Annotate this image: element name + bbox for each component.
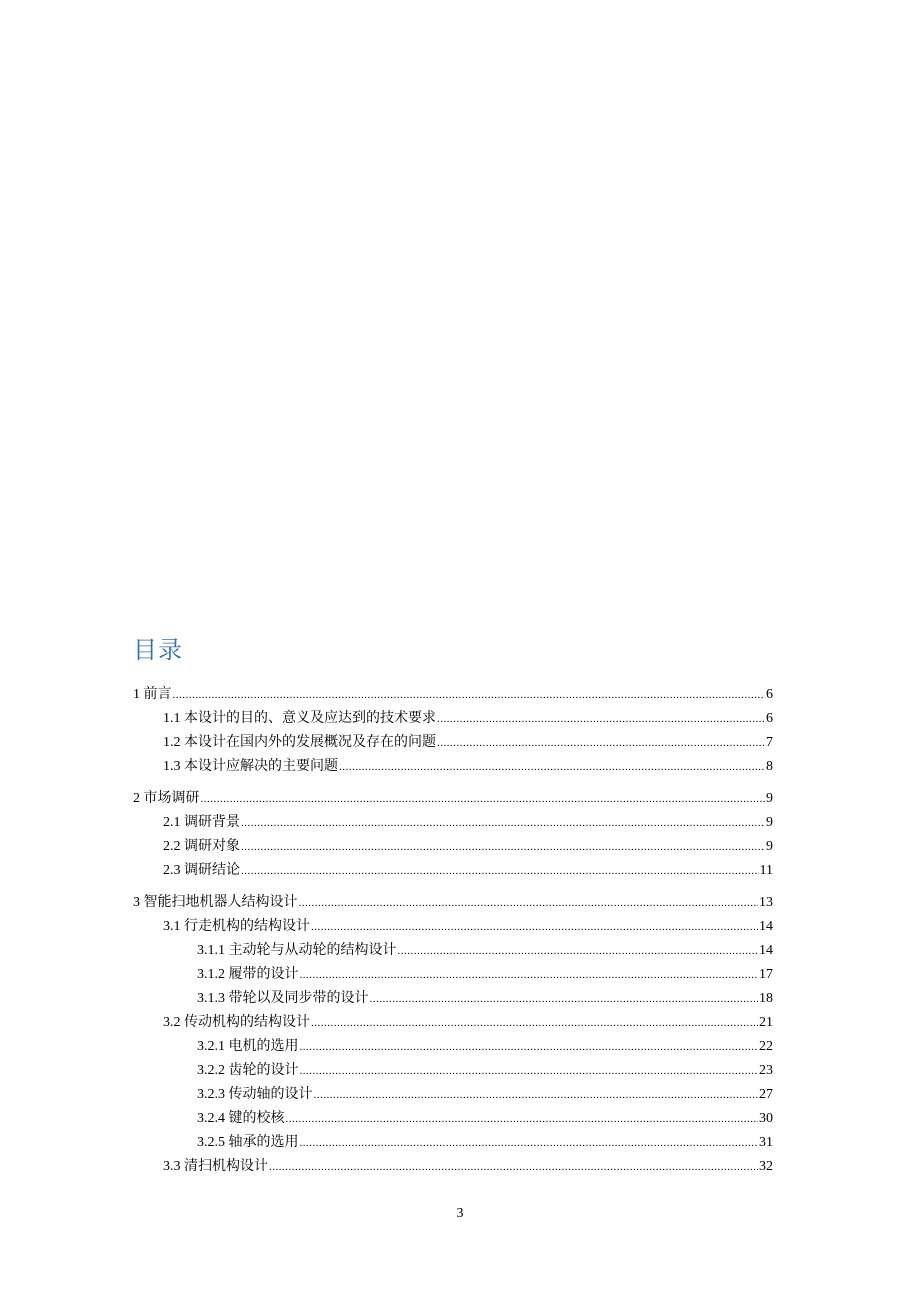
toc-entry-page: 21 (759, 1015, 773, 1030)
leader-dots (300, 1131, 759, 1155)
leader-dots (311, 915, 758, 939)
toc-entry-page: 27 (759, 1087, 773, 1102)
toc-entry-label: 3.1.3 带轮以及同步带的设计 (197, 991, 369, 1006)
toc-entry-label: 2.2 调研对象 (163, 839, 240, 854)
toc-entry-page: 6 (766, 687, 773, 702)
toc-entry-label: 2 市场调研 (133, 791, 200, 806)
leader-dots (269, 1155, 758, 1179)
leader-dots (241, 811, 765, 835)
toc-entry-3-1[interactable] (133, 915, 773, 939)
toc-entry-label: 2.1 调研背景 (163, 815, 240, 830)
toc-entry-3-2-5[interactable] (133, 1131, 773, 1155)
page-number: 3 (456, 1206, 464, 1221)
toc-entry-label: 3.3 清扫机构设计 (163, 1159, 268, 1174)
toc-entry-label: 1.2 本设计在国内外的发展概况及存在的问题 (163, 735, 436, 750)
leader-dots (314, 1083, 759, 1107)
toc-entry-label: 3.2.2 齿轮的设计 (197, 1063, 299, 1078)
leader-dots (241, 859, 759, 883)
toc-entry-label: 3.2.3 传动轴的设计 (197, 1087, 313, 1102)
toc-entry-page: 13 (759, 895, 773, 910)
leader-dots (299, 891, 759, 915)
toc-entry-page: 8 (766, 759, 773, 774)
toc-entry-page: 14 (759, 919, 773, 934)
leader-dots (311, 1011, 758, 1035)
toc-entry-label: 3.1.1 主动轮与从动轮的结构设计 (197, 943, 397, 958)
leader-dots (398, 939, 759, 963)
toc-entry-label: 3.2.5 轴承的选用 (197, 1135, 299, 1150)
toc-entry-label: 3 智能扫地机器人结构设计 (133, 895, 298, 910)
toc-entry-2-3[interactable] (133, 859, 773, 883)
toc-entry-3-1-2[interactable] (133, 963, 773, 987)
toc-entry-2-2[interactable] (133, 835, 773, 859)
toc-entry-3[interactable] (133, 891, 773, 915)
toc-entry-page: 32 (759, 1159, 773, 1174)
toc-entry-2[interactable] (133, 787, 773, 811)
toc-entry-label: 3.2 传动机构的结构设计 (163, 1015, 310, 1030)
toc-entry-1-1[interactable] (133, 707, 773, 731)
toc-entry-page: 9 (766, 839, 773, 854)
leader-dots (300, 963, 759, 987)
toc-entry-3-1-3[interactable] (133, 987, 773, 1011)
toc-entry-1-3[interactable] (133, 755, 773, 779)
toc-entry-label: 2.3 调研结论 (163, 863, 240, 878)
toc-entry-1[interactable] (133, 683, 773, 707)
leader-dots (300, 1035, 759, 1059)
toc-entry-label: 3.2.1 电机的选用 (197, 1039, 299, 1054)
toc-entry-page: 11 (759, 863, 773, 878)
toc-entry-page: 30 (759, 1111, 773, 1126)
toc-entry-3-2-1[interactable] (133, 1035, 773, 1059)
leader-dots (370, 987, 759, 1011)
toc-entry-page: 17 (759, 967, 773, 982)
leader-dots (300, 1059, 759, 1083)
toc-entry-label: 1.1 本设计的目的、意义及应达到的技术要求 (163, 711, 436, 726)
toc-entry-page: 31 (759, 1135, 773, 1150)
toc-entry-page: 23 (759, 1063, 773, 1078)
toc-entry-page: 6 (766, 711, 773, 726)
leader-dots (241, 835, 765, 859)
toc-entry-label: 3.1 行走机构的结构设计 (163, 919, 310, 934)
leader-dots (201, 787, 766, 811)
toc-entry-3-1-1[interactable] (133, 939, 773, 963)
leader-dots (286, 1107, 759, 1131)
leader-dots (437, 731, 765, 755)
toc-entry-label: 1.3 本设计应解决的主要问题 (163, 759, 338, 774)
leader-dots (339, 755, 765, 779)
toc-entry-page: 9 (766, 791, 773, 806)
toc-entry-3-3[interactable] (133, 1155, 773, 1179)
toc-entry-3-2[interactable] (133, 1011, 773, 1035)
toc-entry-page: 22 (759, 1039, 773, 1054)
toc-entry-label: 3.1.2 履带的设计 (197, 967, 299, 982)
table-of-contents (133, 683, 773, 1179)
toc-entry-page: 7 (766, 735, 773, 750)
toc-entry-3-2-4[interactable] (133, 1107, 773, 1131)
leader-dots (437, 707, 765, 731)
toc-entry-1-2[interactable] (133, 731, 773, 755)
toc-entry-3-2-3[interactable] (133, 1083, 773, 1107)
toc-entry-label: 1 前言 (133, 687, 172, 702)
toc-entry-label: 3.2.4 键的校核 (197, 1111, 285, 1126)
toc-entry-2-1[interactable] (133, 811, 773, 835)
toc-entry-page: 9 (766, 815, 773, 830)
toc-entry-page: 14 (759, 943, 773, 958)
toc-title: 目录 (133, 636, 183, 664)
toc-entry-3-2-2[interactable] (133, 1059, 773, 1083)
toc-entry-page: 18 (759, 991, 773, 1006)
leader-dots (173, 683, 766, 707)
